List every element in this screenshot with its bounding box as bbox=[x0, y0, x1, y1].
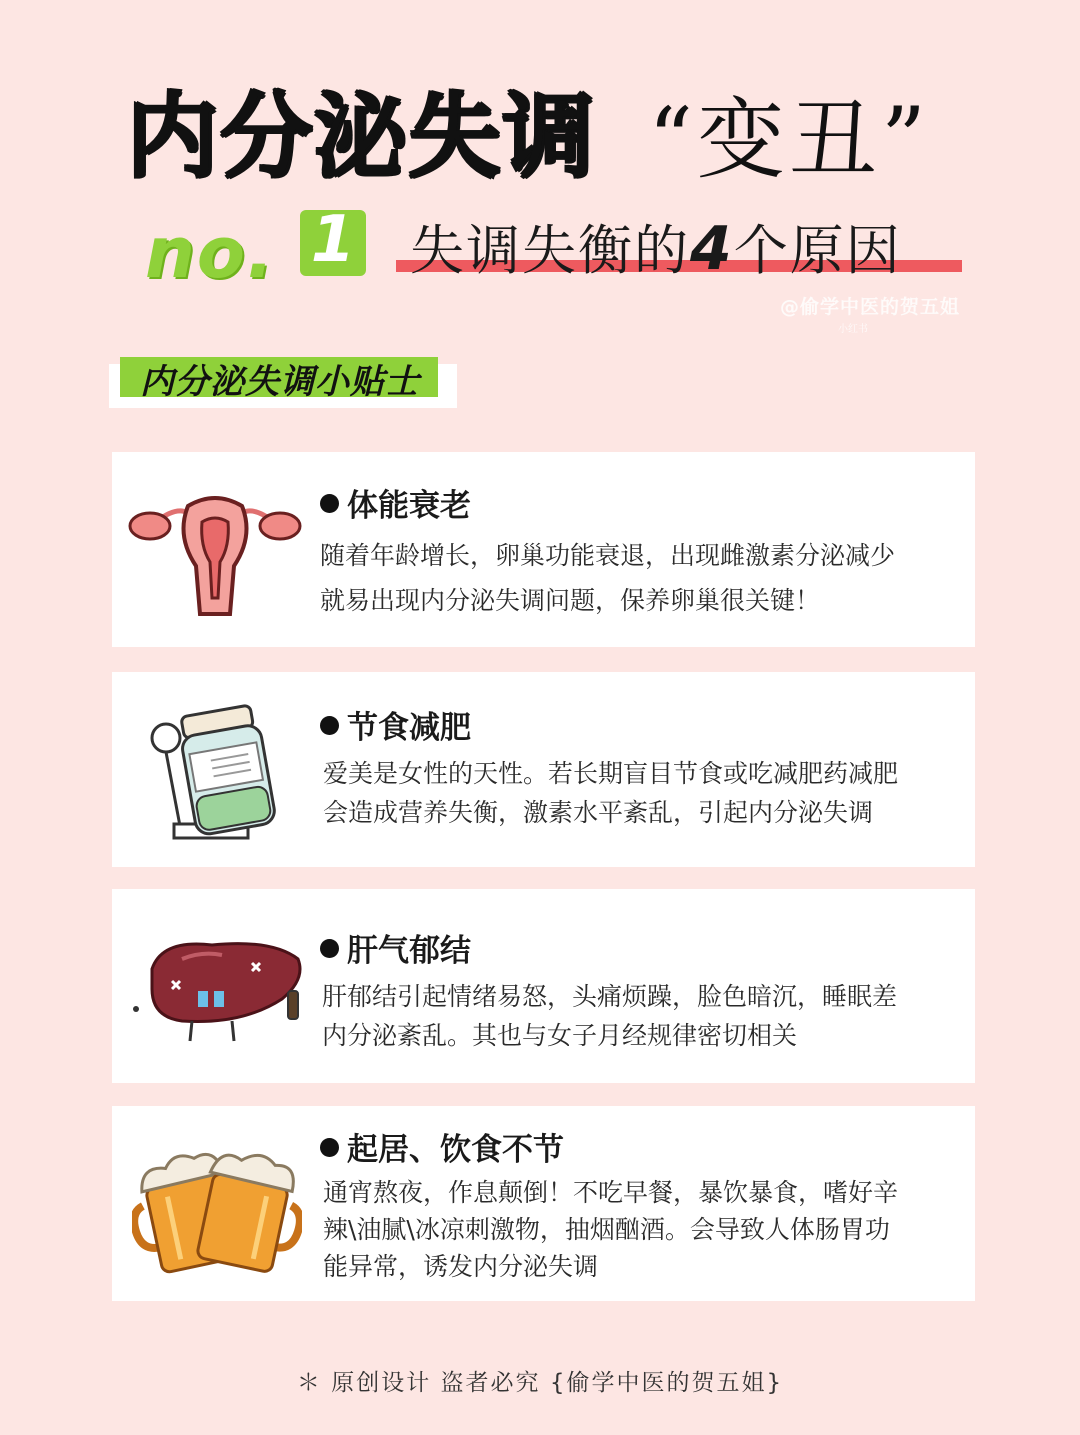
diet-pills-scale-icon bbox=[146, 696, 296, 846]
reason-body bbox=[320, 536, 940, 620]
reason-line: 爱美是女性的天性。若长期盲目节食或吃减肥药减肥 bbox=[323, 759, 899, 788]
reason-card-lifestyle bbox=[112, 1106, 975, 1301]
liver-icon bbox=[122, 929, 312, 1049]
reason-heading-text: 体能衰老 bbox=[347, 488, 471, 524]
page-title-quoted: “变丑” bbox=[648, 88, 930, 191]
reason-heading-text: 肝气郁结 bbox=[347, 933, 471, 969]
reason-heading bbox=[320, 925, 471, 970]
reason-heading bbox=[320, 480, 471, 525]
bullet-icon bbox=[320, 494, 339, 513]
reason-card-aging bbox=[112, 452, 975, 647]
reason-line: 通宵熬夜，作息颠倒！不吃早餐，暴饮暴食，嗜好辛 bbox=[323, 1178, 899, 1207]
reason-line: 就易出现内分泌失调问题，保养卵巢很关键！ bbox=[320, 586, 821, 615]
reason-title-after: 个原因 bbox=[733, 219, 902, 282]
reason-title-before: 失调失衡的 bbox=[410, 219, 690, 282]
bullet-icon bbox=[320, 1138, 339, 1157]
no-badge-prefix: no. bbox=[145, 212, 276, 294]
reason-card-dieting bbox=[112, 672, 975, 867]
reason-heading bbox=[320, 702, 471, 747]
copyright-footer: ＊ 原创设计 盗者必究 {偷学中医的贺五姐} bbox=[296, 1370, 784, 1396]
page-title: 内分泌失调 bbox=[125, 82, 596, 189]
reason-heading-text: 节食减肥 bbox=[347, 710, 471, 746]
beer-mugs-icon bbox=[132, 1136, 302, 1276]
reason-line: 辣\油腻\冰凉刺激物，抽烟酗酒。会导致人体肠胃功 bbox=[323, 1215, 890, 1244]
no-badge-digit: 1 bbox=[310, 203, 356, 277]
tips-tag: 内分泌失调小贴士 bbox=[140, 362, 420, 402]
reason-card-liver bbox=[112, 889, 975, 1083]
bullet-icon bbox=[320, 939, 339, 958]
watermark-sub: 小红书 bbox=[838, 324, 868, 335]
reason-body bbox=[322, 977, 942, 1055]
reason-body bbox=[323, 754, 943, 832]
reason-title bbox=[410, 208, 902, 285]
reason-line: 随着年龄增长，卵巢功能衰退，出现雌激素分泌减少 bbox=[320, 541, 896, 570]
reason-line: 会造成营养失衡，激素水平紊乱，引起内分泌失调 bbox=[323, 798, 874, 827]
reason-line: 肝郁结引起情绪易怒，头痛烦躁，脸色暗沉，睡眠差 bbox=[322, 982, 898, 1011]
uterus-icon bbox=[126, 486, 304, 618]
reason-title-number: 4 bbox=[690, 214, 734, 284]
watermark-handle: @偷学中医的贺五姐 bbox=[780, 296, 961, 318]
reason-line: 内分泌紊乱。其也与女子月经规律密切相关 bbox=[322, 1021, 798, 1050]
reason-line: 能异常，诱发内分泌失调 bbox=[323, 1252, 599, 1281]
reason-heading bbox=[320, 1124, 564, 1169]
bullet-icon bbox=[320, 716, 339, 735]
reason-heading-text: 起居、饮食不节 bbox=[347, 1132, 564, 1168]
reason-body bbox=[323, 1174, 943, 1285]
